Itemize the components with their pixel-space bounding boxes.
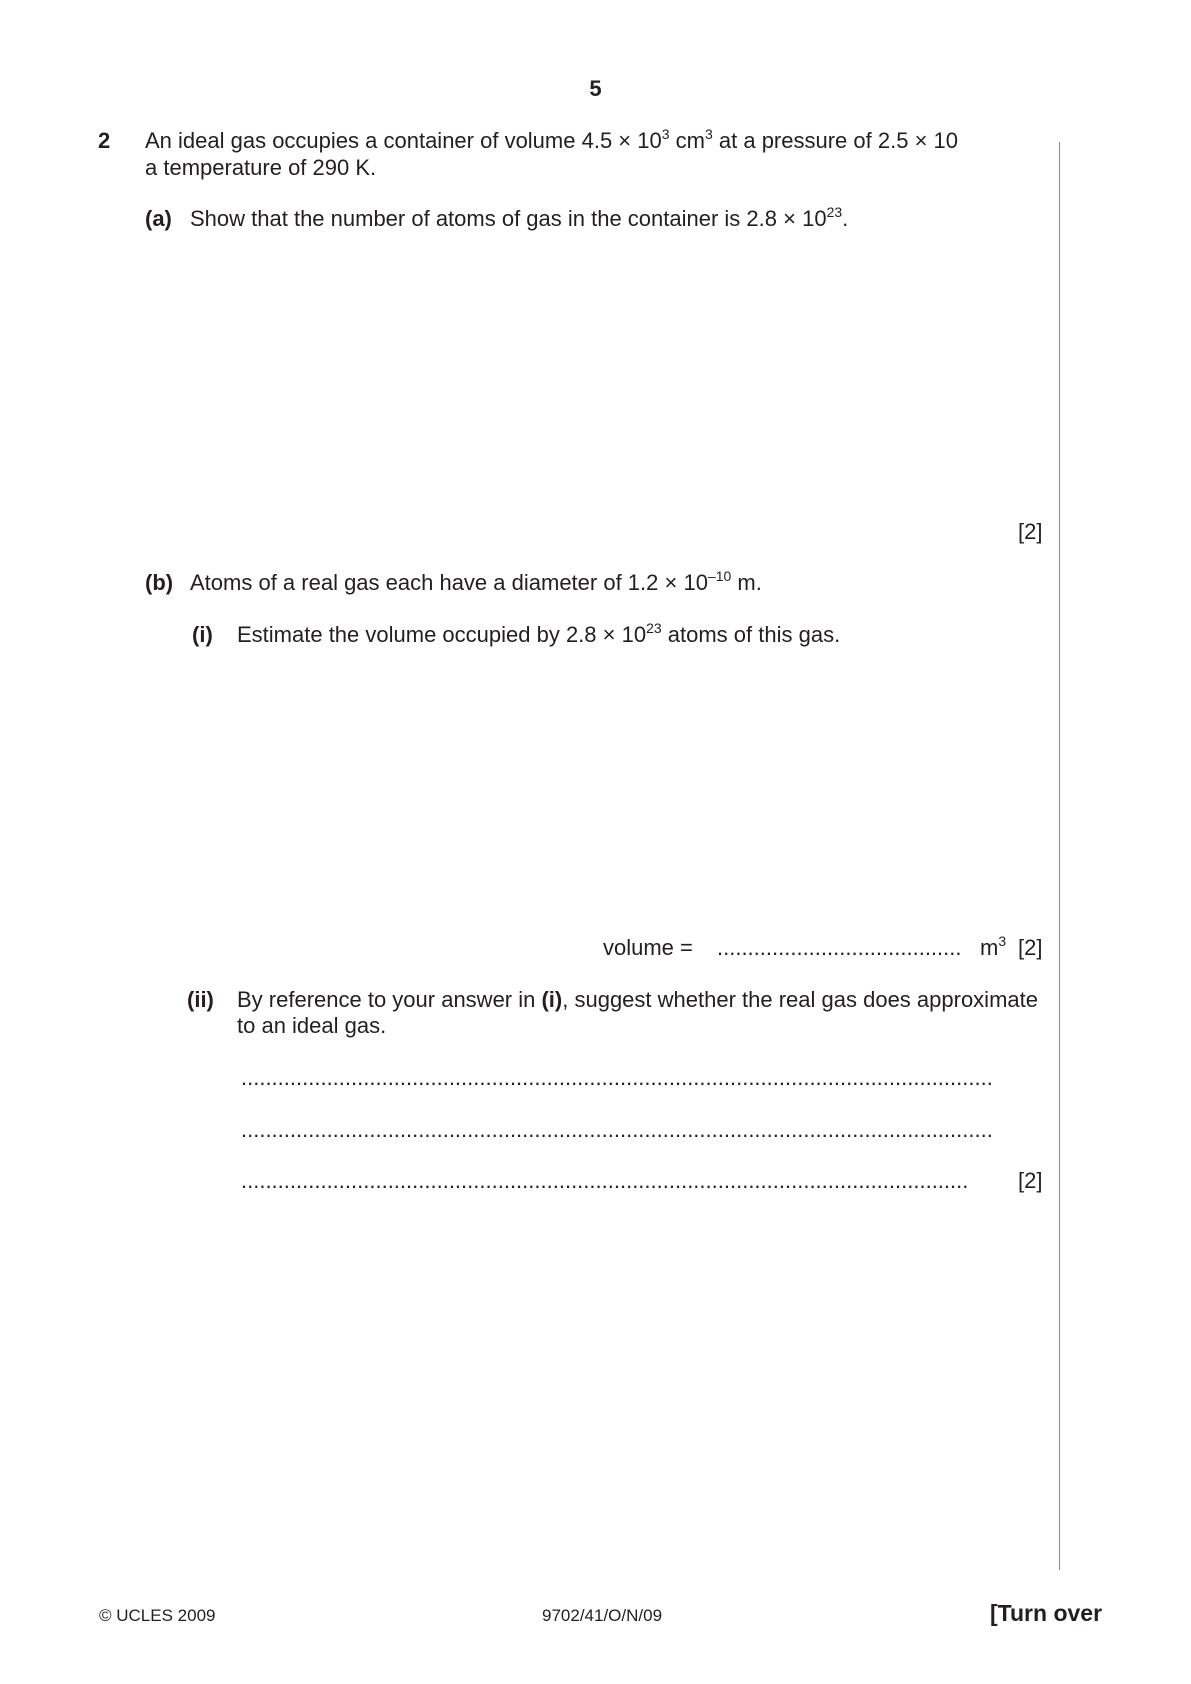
answer-line-1[interactable]: ........................................................................................................................... — [241, 1065, 993, 1090]
question-stem-line2: a temperature of 290 K. — [145, 155, 377, 180]
margin-line — [1059, 142, 1060, 1570]
part-b-i-text: Estimate the volume occupied by $2.8 \times 10^{23}$ atoms of this gas. — [237, 620, 841, 647]
part-b-i-marks: [2] — [1018, 935, 1043, 960]
part-b-label: (b) — [145, 570, 174, 595]
footer-copyright: © UCLES 2009 — [99, 1606, 216, 1625]
part-a-label: (a) — [145, 206, 172, 231]
part-b-ii-label: (ii) — [187, 987, 214, 1012]
question-number: 2 — [98, 128, 111, 153]
part-b-ii-text: By reference to your answer in (i), suggest whether the real gas does approximate — [237, 987, 1038, 1012]
answer-line-3[interactable]: ....................................................................................................................... — [241, 1168, 969, 1193]
volume-unit: $m^3$ — [980, 933, 1007, 960]
part-b-text: Atoms of a real gas each have a diameter of $1.2 \times 10^{-10}$ m. — [190, 568, 762, 595]
question-stem-line1: An ideal gas occupies a container of volume $4.5 \times 10^3$ $cm^3$ at a pressure of 2.5 × 10 — [145, 126, 958, 153]
footer-code: 9702/41/O/N/09 — [542, 1606, 663, 1625]
page-number: 5 — [589, 76, 602, 101]
part-b-ii-marks: [2] — [1018, 1168, 1043, 1193]
part-b-ii-text-line2: to an ideal gas. — [237, 1013, 387, 1038]
volume-answer-label: volume = — [603, 935, 693, 960]
part-a-marks: [2] — [1018, 519, 1043, 544]
part-a-text: Show that the number of atoms of gas in the container is $2.8 \times 10^{23}$. — [190, 204, 849, 231]
part-b-i-label: (i) — [192, 622, 213, 647]
turn-over: [Turn over — [990, 1600, 1103, 1626]
volume-answer-line[interactable]: ........................................ — [717, 935, 962, 960]
answer-line-2[interactable]: ........................................................................................................................... — [241, 1117, 993, 1142]
